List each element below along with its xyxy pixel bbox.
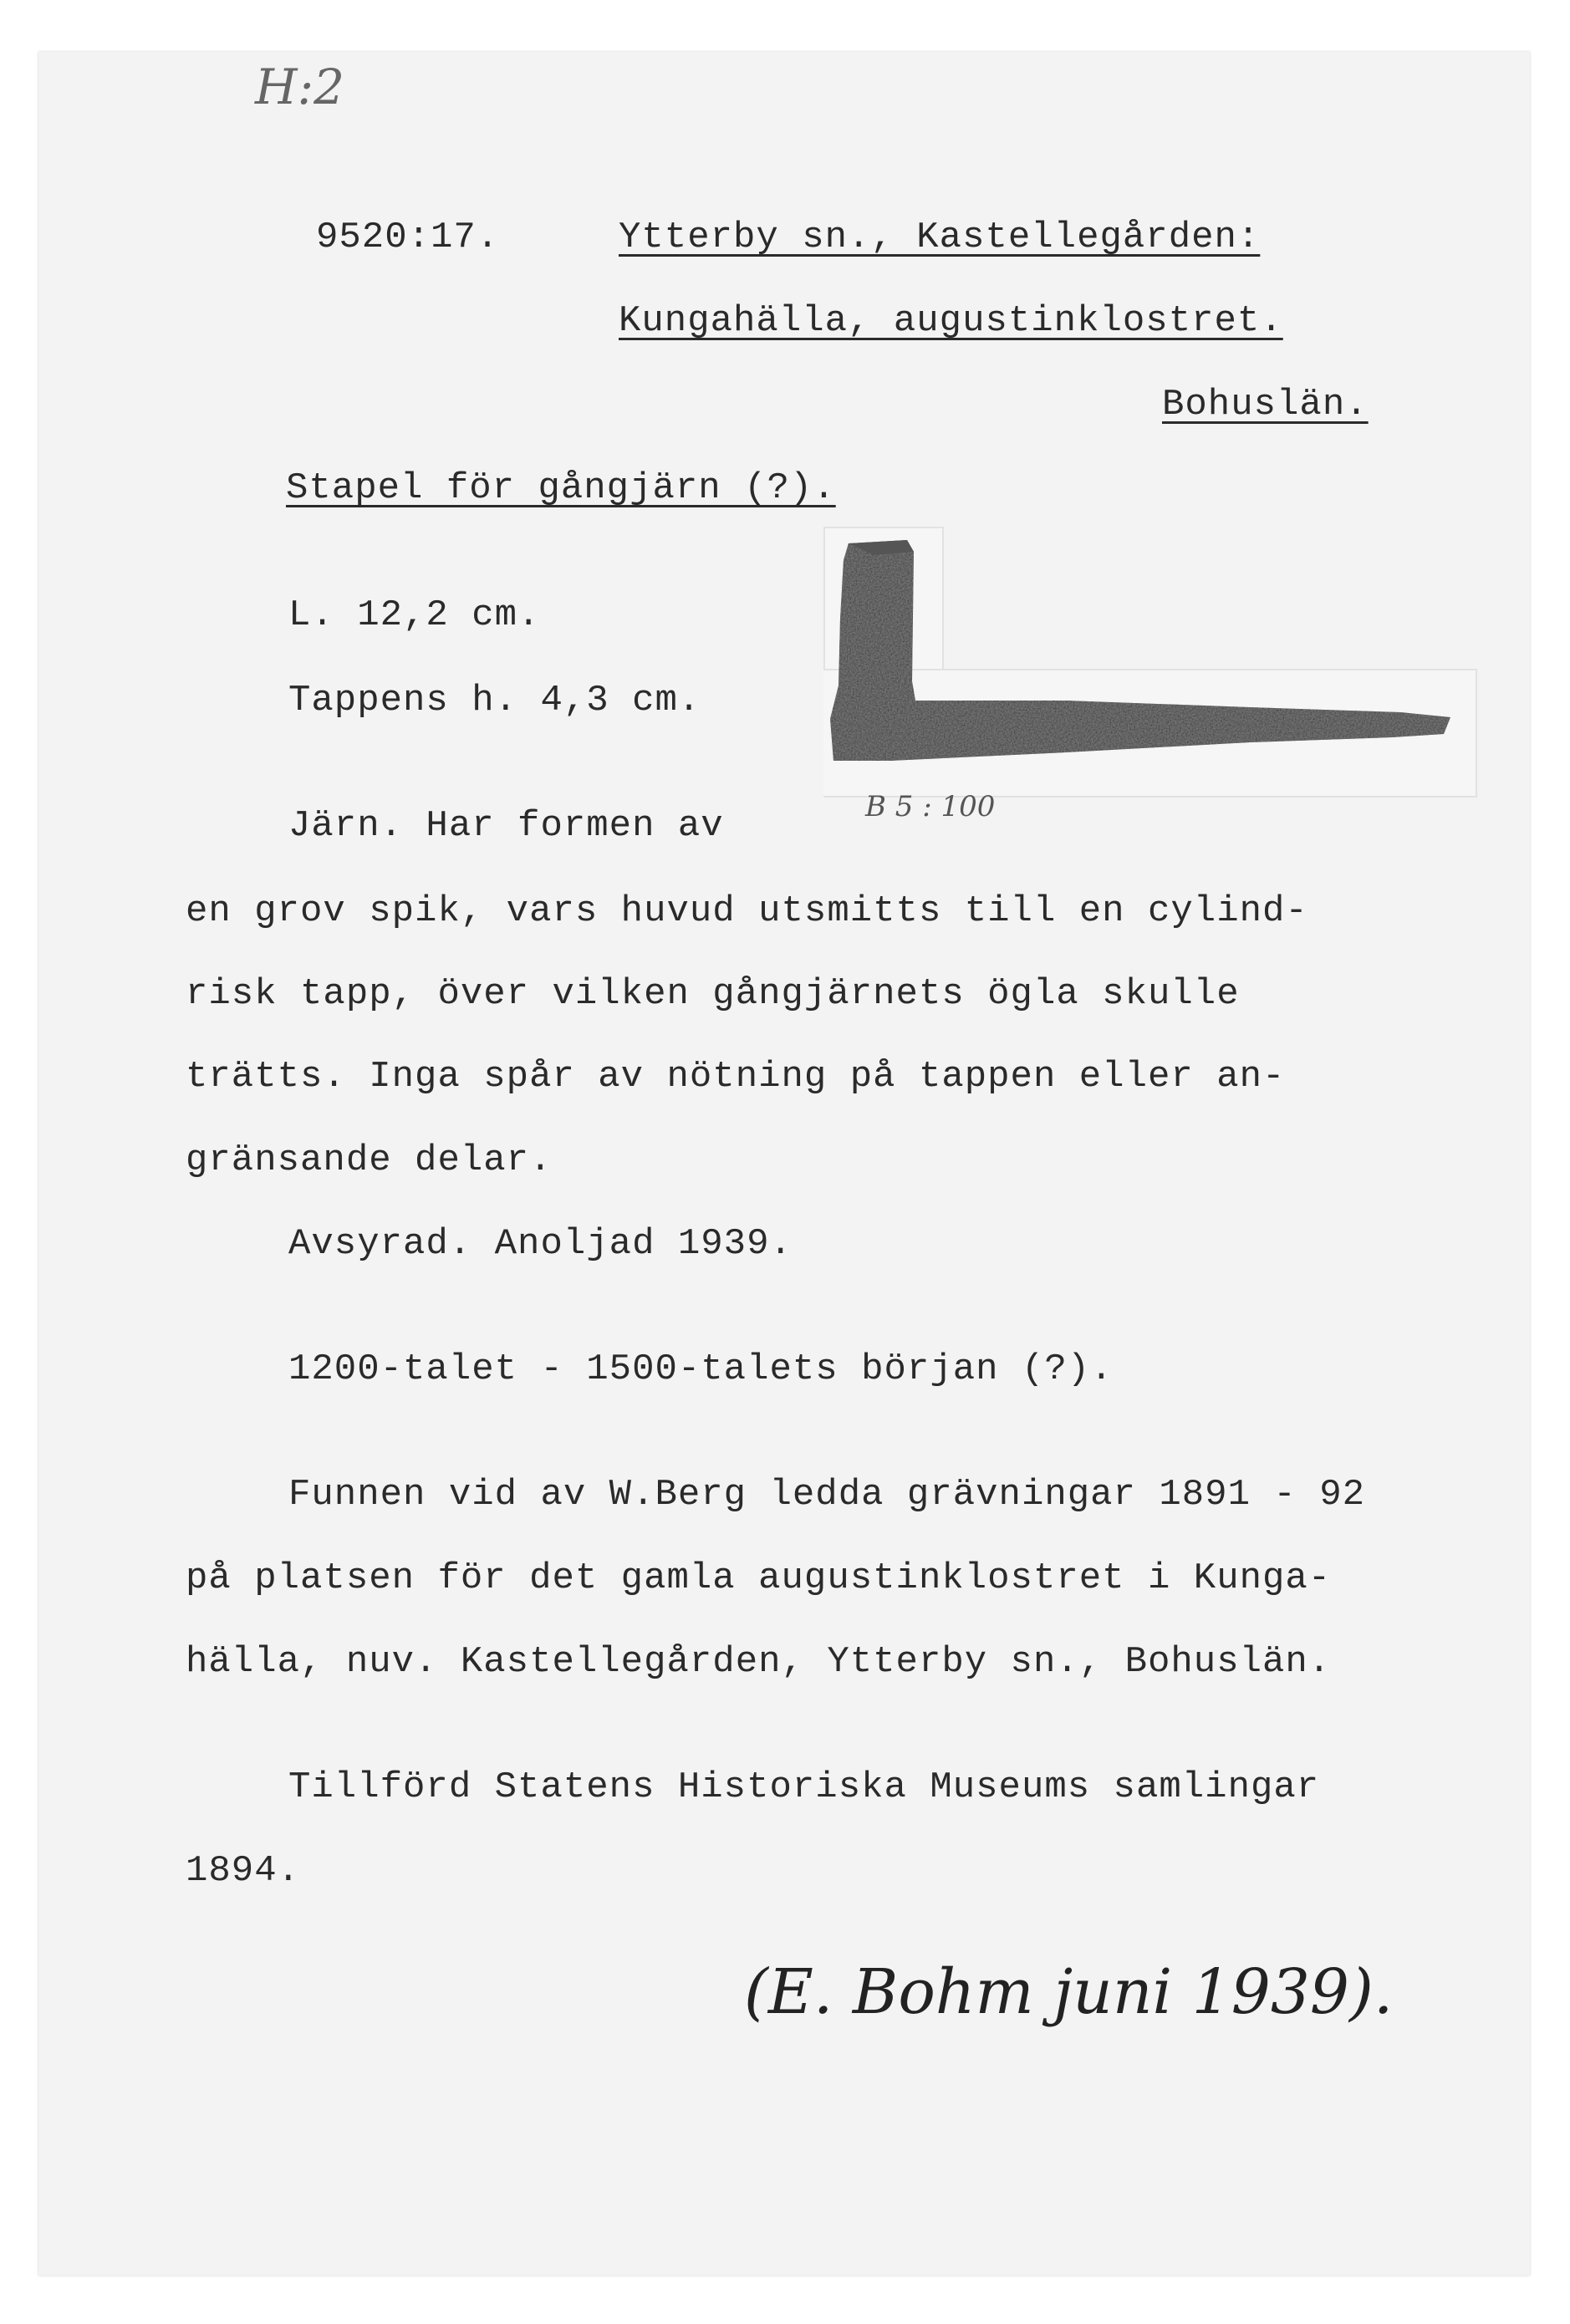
location-line-1: Ytterby sn., Kastellegården: <box>619 217 1261 258</box>
provenance-line: Funnen vid av W.Berg ledda grävningar 1891 - 92 <box>288 1474 1366 1516</box>
length-measurement: L. 12,2 cm. <box>288 594 541 636</box>
iron-hinge-pin-photo <box>815 518 1467 769</box>
description-line: risk tapp, över vilken gångjärnets ögla skulle <box>186 973 1240 1015</box>
description-line: trätts. Inga spår av nötning på tappen eller an- <box>186 1056 1286 1098</box>
treatment-note: Avsyrad. Anoljad 1939. <box>288 1223 793 1265</box>
photo-reference: B 5 : 100 <box>865 790 996 823</box>
description-line: Järn. Har formen av <box>288 805 724 847</box>
catalog-number: 9520:17. <box>316 217 500 258</box>
pencil-mark: H:2 <box>255 59 345 115</box>
provenance-line: på platsen för det gamla augustinklostret i Kunga- <box>186 1557 1332 1599</box>
dating: 1200-talet - 1500-talets början (?). <box>288 1348 1114 1390</box>
accession-line: 1894. <box>186 1850 301 1892</box>
hinge-pin-shape <box>830 540 1450 761</box>
accession-line: Tillförd Statens Historiska Museums samlingar <box>288 1766 1320 1808</box>
object-title: Stapel för gångjärn (?). <box>286 467 836 509</box>
description-line: gränsande delar. <box>186 1139 553 1181</box>
handwritten-signature: (E. Bohm juni 1939). <box>744 1956 1394 2028</box>
provenance-line: hälla, nuv. Kastellegården, Ytterby sn., Bohuslän. <box>186 1641 1332 1683</box>
description-line: en grov spik, vars huvud utsmitts till en cylind- <box>186 890 1308 932</box>
tap-height-measurement: Tappens h. 4,3 cm. <box>288 680 701 721</box>
location-line-2: Kungahälla, augustinklostret. <box>619 300 1283 342</box>
province: Bohuslän. <box>1162 384 1369 426</box>
